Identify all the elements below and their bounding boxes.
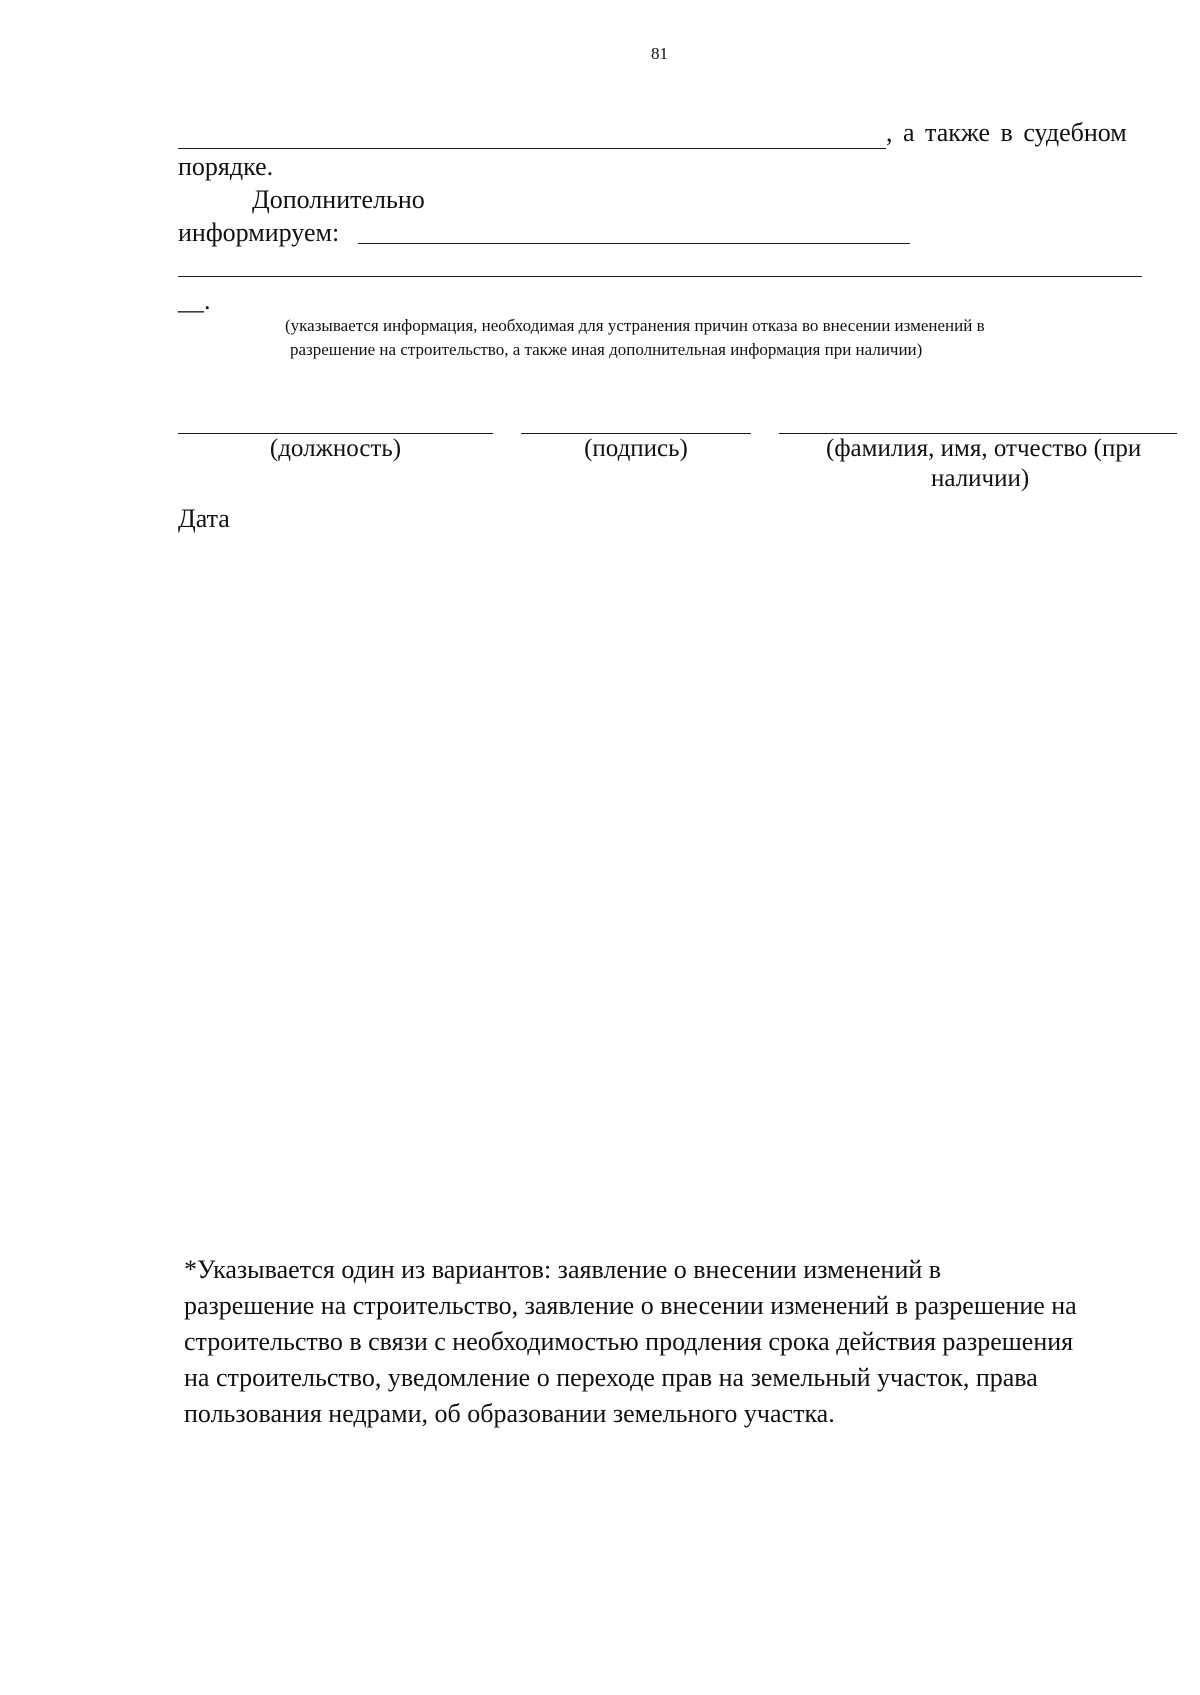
name-label-line-2: наличии) (931, 465, 1030, 492)
line2-text: порядке. (178, 152, 274, 181)
line1-suffix: , а также в судебном (886, 118, 1127, 147)
dot-line: __. (178, 286, 211, 315)
name-label-line-1: (фамилия, имя, отчество (при (826, 435, 1142, 462)
footnote (184, 1252, 1077, 1432)
footnote-line-4: на строительство, уведомление о переходе прав на земельный участок, права (184, 1363, 1038, 1392)
blank-field-inform[interactable] (358, 243, 910, 244)
page-number: 81 (651, 44, 668, 63)
inform-label: информируем: (178, 218, 340, 247)
hint-line-1: (указывается информация, необходимая для устранения причин отказа во внесении изменений в (285, 316, 985, 335)
blank-field-inform-continued[interactable] (178, 276, 1142, 277)
blank-field-reason[interactable] (178, 148, 886, 149)
position-label: (должность) (269, 435, 402, 462)
date-label: Дата (178, 504, 230, 533)
footnote-line-2: разрешение на строительство, заявление о внесении изменений в разрешение на (184, 1291, 1077, 1320)
footnote-line-1: *Указывается один из вариантов: заявление о внесении изменений в (184, 1255, 942, 1284)
signature-label: (подпись) (584, 435, 688, 462)
footnote-line-3: строительство в связи с необходимостью продления срока действия разрешения (184, 1327, 1074, 1356)
footnote-line-5: пользования недрами, об образовании земельного участка. (184, 1399, 835, 1428)
hint-line-2: разрешение на строительство, а также иная дополнительная информация при наличии) (290, 340, 923, 359)
additional-label: Дополнительно (252, 185, 425, 214)
